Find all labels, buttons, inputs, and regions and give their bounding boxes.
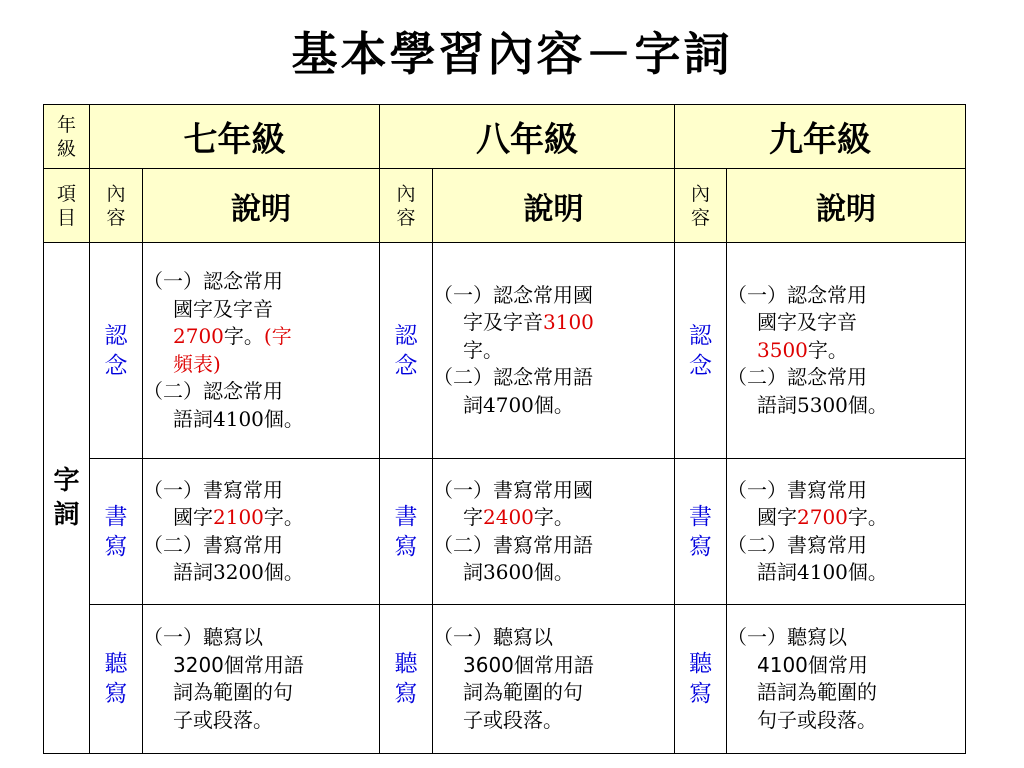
highlight-text: 2400: [483, 505, 534, 529]
desc-text: （一）書寫常用: [727, 477, 867, 502]
desc-text: （一）認念常用: [727, 282, 867, 307]
desc-text: （一）聽寫以: [143, 625, 263, 649]
desc-text: 字。: [533, 505, 574, 529]
desc-line: [433, 337, 674, 365]
row-label: 聽 寫: [689, 651, 712, 707]
grade-header-8: [380, 105, 675, 169]
desc-text: 國字及字音: [757, 310, 857, 335]
highlight-text: 頻表): [173, 351, 221, 376]
row-label-cell: [380, 605, 433, 754]
desc-line: [727, 309, 965, 337]
desc-line: [433, 477, 674, 505]
desc-line: [727, 337, 965, 365]
content-label: 內 容: [396, 182, 416, 229]
grade-label: 年 級: [56, 113, 76, 160]
category-cell: [44, 243, 90, 754]
content-label-cell: [90, 169, 143, 243]
desc-text: 國字: [757, 505, 797, 529]
category-label: 字 詞: [53, 466, 80, 530]
desc-line: [727, 364, 965, 392]
row-label: 認 念: [104, 322, 128, 379]
row-label: 書 寫: [104, 503, 128, 560]
desc-text: （二）書寫常用: [727, 532, 867, 557]
content-label-cell: [675, 169, 727, 243]
desc-text: 3200個常用語: [173, 652, 304, 677]
grade-label-cell: [44, 105, 90, 169]
highlight-text: 3500: [757, 337, 808, 362]
row-label: 聽 寫: [394, 651, 418, 707]
desc-line: [143, 559, 379, 587]
desc-text: 字。: [463, 337, 503, 362]
row-label-cell: [675, 459, 727, 605]
content-table: [43, 104, 966, 754]
desc-text: 4700: [483, 392, 534, 417]
desc-text: 國字: [173, 505, 213, 529]
desc-cell: [433, 605, 675, 754]
grade-header-7: [90, 105, 380, 169]
desc-text: 3200: [213, 560, 264, 584]
row-label-cell: [675, 243, 727, 459]
content-label: 內 容: [106, 182, 126, 229]
desc-text: （二）認念常用語: [433, 365, 593, 390]
desc-text: 個。: [263, 560, 304, 584]
desc-line: [143, 296, 379, 324]
row-label: 書 寫: [689, 503, 712, 560]
desc-text: 子或段落。: [173, 707, 273, 732]
row-label-cell: [380, 459, 433, 605]
explain-label: 說明: [523, 191, 584, 227]
desc-text: 5300: [797, 392, 848, 417]
desc-line: [143, 323, 379, 351]
desc-line: [433, 679, 674, 707]
desc-line: [727, 624, 965, 652]
table-row: [44, 243, 966, 459]
highlight-text: 3100: [543, 310, 594, 335]
desc-line: [433, 282, 674, 310]
desc-text: 語詞: [757, 560, 797, 584]
table-row: [44, 459, 966, 605]
desc-line: [727, 679, 965, 707]
desc-text: 字: [463, 505, 483, 529]
explain-label: 說明: [816, 191, 876, 227]
grade-header-9: [675, 105, 966, 169]
desc-line: [433, 652, 674, 680]
desc-line: [433, 532, 674, 560]
desc-text: 字。: [847, 505, 888, 529]
explain-header-cell: [433, 169, 675, 243]
desc-line: [727, 707, 965, 735]
explain-header-cell: [727, 169, 966, 243]
desc-text: 國字及字音: [173, 296, 273, 321]
desc-text: 字。: [807, 337, 848, 362]
desc-line: [143, 378, 379, 406]
desc-text: 詞為範圍的句: [173, 680, 293, 704]
desc-text: （一）書寫常用: [143, 477, 283, 502]
row-label-cell: [90, 605, 143, 754]
grade-9-label: 九年級: [769, 120, 871, 160]
item-label-cell: [44, 169, 90, 243]
table-row: [44, 605, 966, 754]
row-label-cell: [90, 459, 143, 605]
desc-text: 詞為範圍的句: [463, 680, 583, 704]
highlight-text: 2700: [797, 505, 848, 529]
desc-text: （一）書寫常用國: [433, 477, 593, 502]
desc-line: [143, 268, 379, 296]
desc-cell: [143, 243, 380, 459]
page-title: 基本學習內容－字詞: [291, 27, 733, 81]
row-label-cell: [380, 243, 433, 459]
desc-text: （一）認念常用國: [433, 282, 593, 307]
desc-text: （一）認念常用: [143, 269, 283, 293]
desc-text: 語詞: [757, 392, 797, 417]
desc-text: 語詞: [173, 560, 213, 584]
desc-text: 字。: [223, 324, 264, 348]
desc-text: 3600: [483, 560, 534, 584]
desc-text: 子或段落。: [463, 707, 563, 732]
desc-text: （二）書寫常用語: [433, 532, 593, 557]
desc-line: [727, 652, 965, 680]
desc-line: [143, 679, 379, 707]
desc-cell: [727, 459, 966, 605]
desc-text: （二）書寫常用: [143, 532, 283, 557]
row-label-cell: [675, 605, 727, 754]
desc-text: 個。: [263, 406, 304, 431]
desc-line: [143, 504, 379, 532]
desc-line: [727, 504, 965, 532]
desc-line: [143, 406, 379, 434]
desc-line: [727, 559, 965, 587]
desc-text: 語詞: [173, 406, 213, 431]
desc-cell: [433, 243, 675, 459]
desc-text: 個。: [533, 392, 574, 417]
desc-text: 4100: [213, 406, 264, 431]
desc-cell: [727, 605, 966, 754]
explain-label: 說明: [231, 191, 291, 227]
desc-line: [727, 392, 965, 420]
desc-cell: [433, 459, 675, 605]
highlight-text: (字: [263, 324, 292, 348]
row-label-cell: [90, 243, 143, 459]
desc-text: 詞: [463, 392, 483, 417]
explain-header-cell: [143, 169, 380, 243]
desc-text: 字。: [263, 505, 304, 529]
desc-text: （一）聽寫以: [727, 625, 847, 649]
desc-line: [433, 309, 674, 337]
desc-text: 詞: [463, 560, 483, 584]
row-label: 認 念: [394, 322, 418, 379]
desc-cell: [143, 459, 380, 605]
desc-text: 個。: [847, 560, 888, 584]
desc-line: [143, 624, 379, 652]
desc-line: [433, 707, 674, 735]
desc-text: 4100: [797, 560, 848, 584]
highlight-text: 2100: [213, 505, 264, 529]
desc-line: [433, 624, 674, 652]
desc-text: 3600個常用語: [463, 652, 594, 677]
content-label: 內 容: [690, 182, 710, 229]
desc-line: [433, 504, 674, 532]
desc-text: 4100個常用: [757, 652, 868, 677]
desc-line: [143, 707, 379, 735]
desc-line: [143, 652, 379, 680]
desc-line: [433, 364, 674, 392]
desc-line: [143, 351, 379, 379]
desc-line: [433, 392, 674, 420]
desc-line: [727, 477, 965, 505]
desc-line: [143, 532, 379, 560]
desc-line: [727, 532, 965, 560]
highlight-text: 2700: [173, 324, 224, 348]
desc-text: （一）聽寫以: [433, 625, 553, 649]
desc-text: 字及字音: [463, 310, 543, 335]
content-label-cell: [380, 169, 433, 243]
row-label: 聽 寫: [104, 651, 128, 707]
row-label: 認 念: [689, 322, 712, 379]
desc-text: （二）認念常用: [143, 379, 283, 403]
desc-line: [433, 559, 674, 587]
grade-8-label: 八年級: [476, 120, 578, 160]
grade-7-label: 七年級: [183, 120, 286, 160]
desc-line: [727, 282, 965, 310]
desc-text: 語詞為範圍的: [757, 680, 877, 704]
desc-text: （二）認念常用: [727, 365, 867, 390]
desc-text: 個。: [847, 392, 888, 417]
row-label: 書 寫: [394, 503, 418, 560]
desc-line: [143, 477, 379, 505]
desc-text: 句子或段落。: [757, 707, 877, 732]
item-label: 項 目: [56, 182, 76, 229]
desc-text: 個。: [533, 560, 574, 584]
desc-cell: [143, 605, 380, 754]
desc-cell: [727, 243, 966, 459]
